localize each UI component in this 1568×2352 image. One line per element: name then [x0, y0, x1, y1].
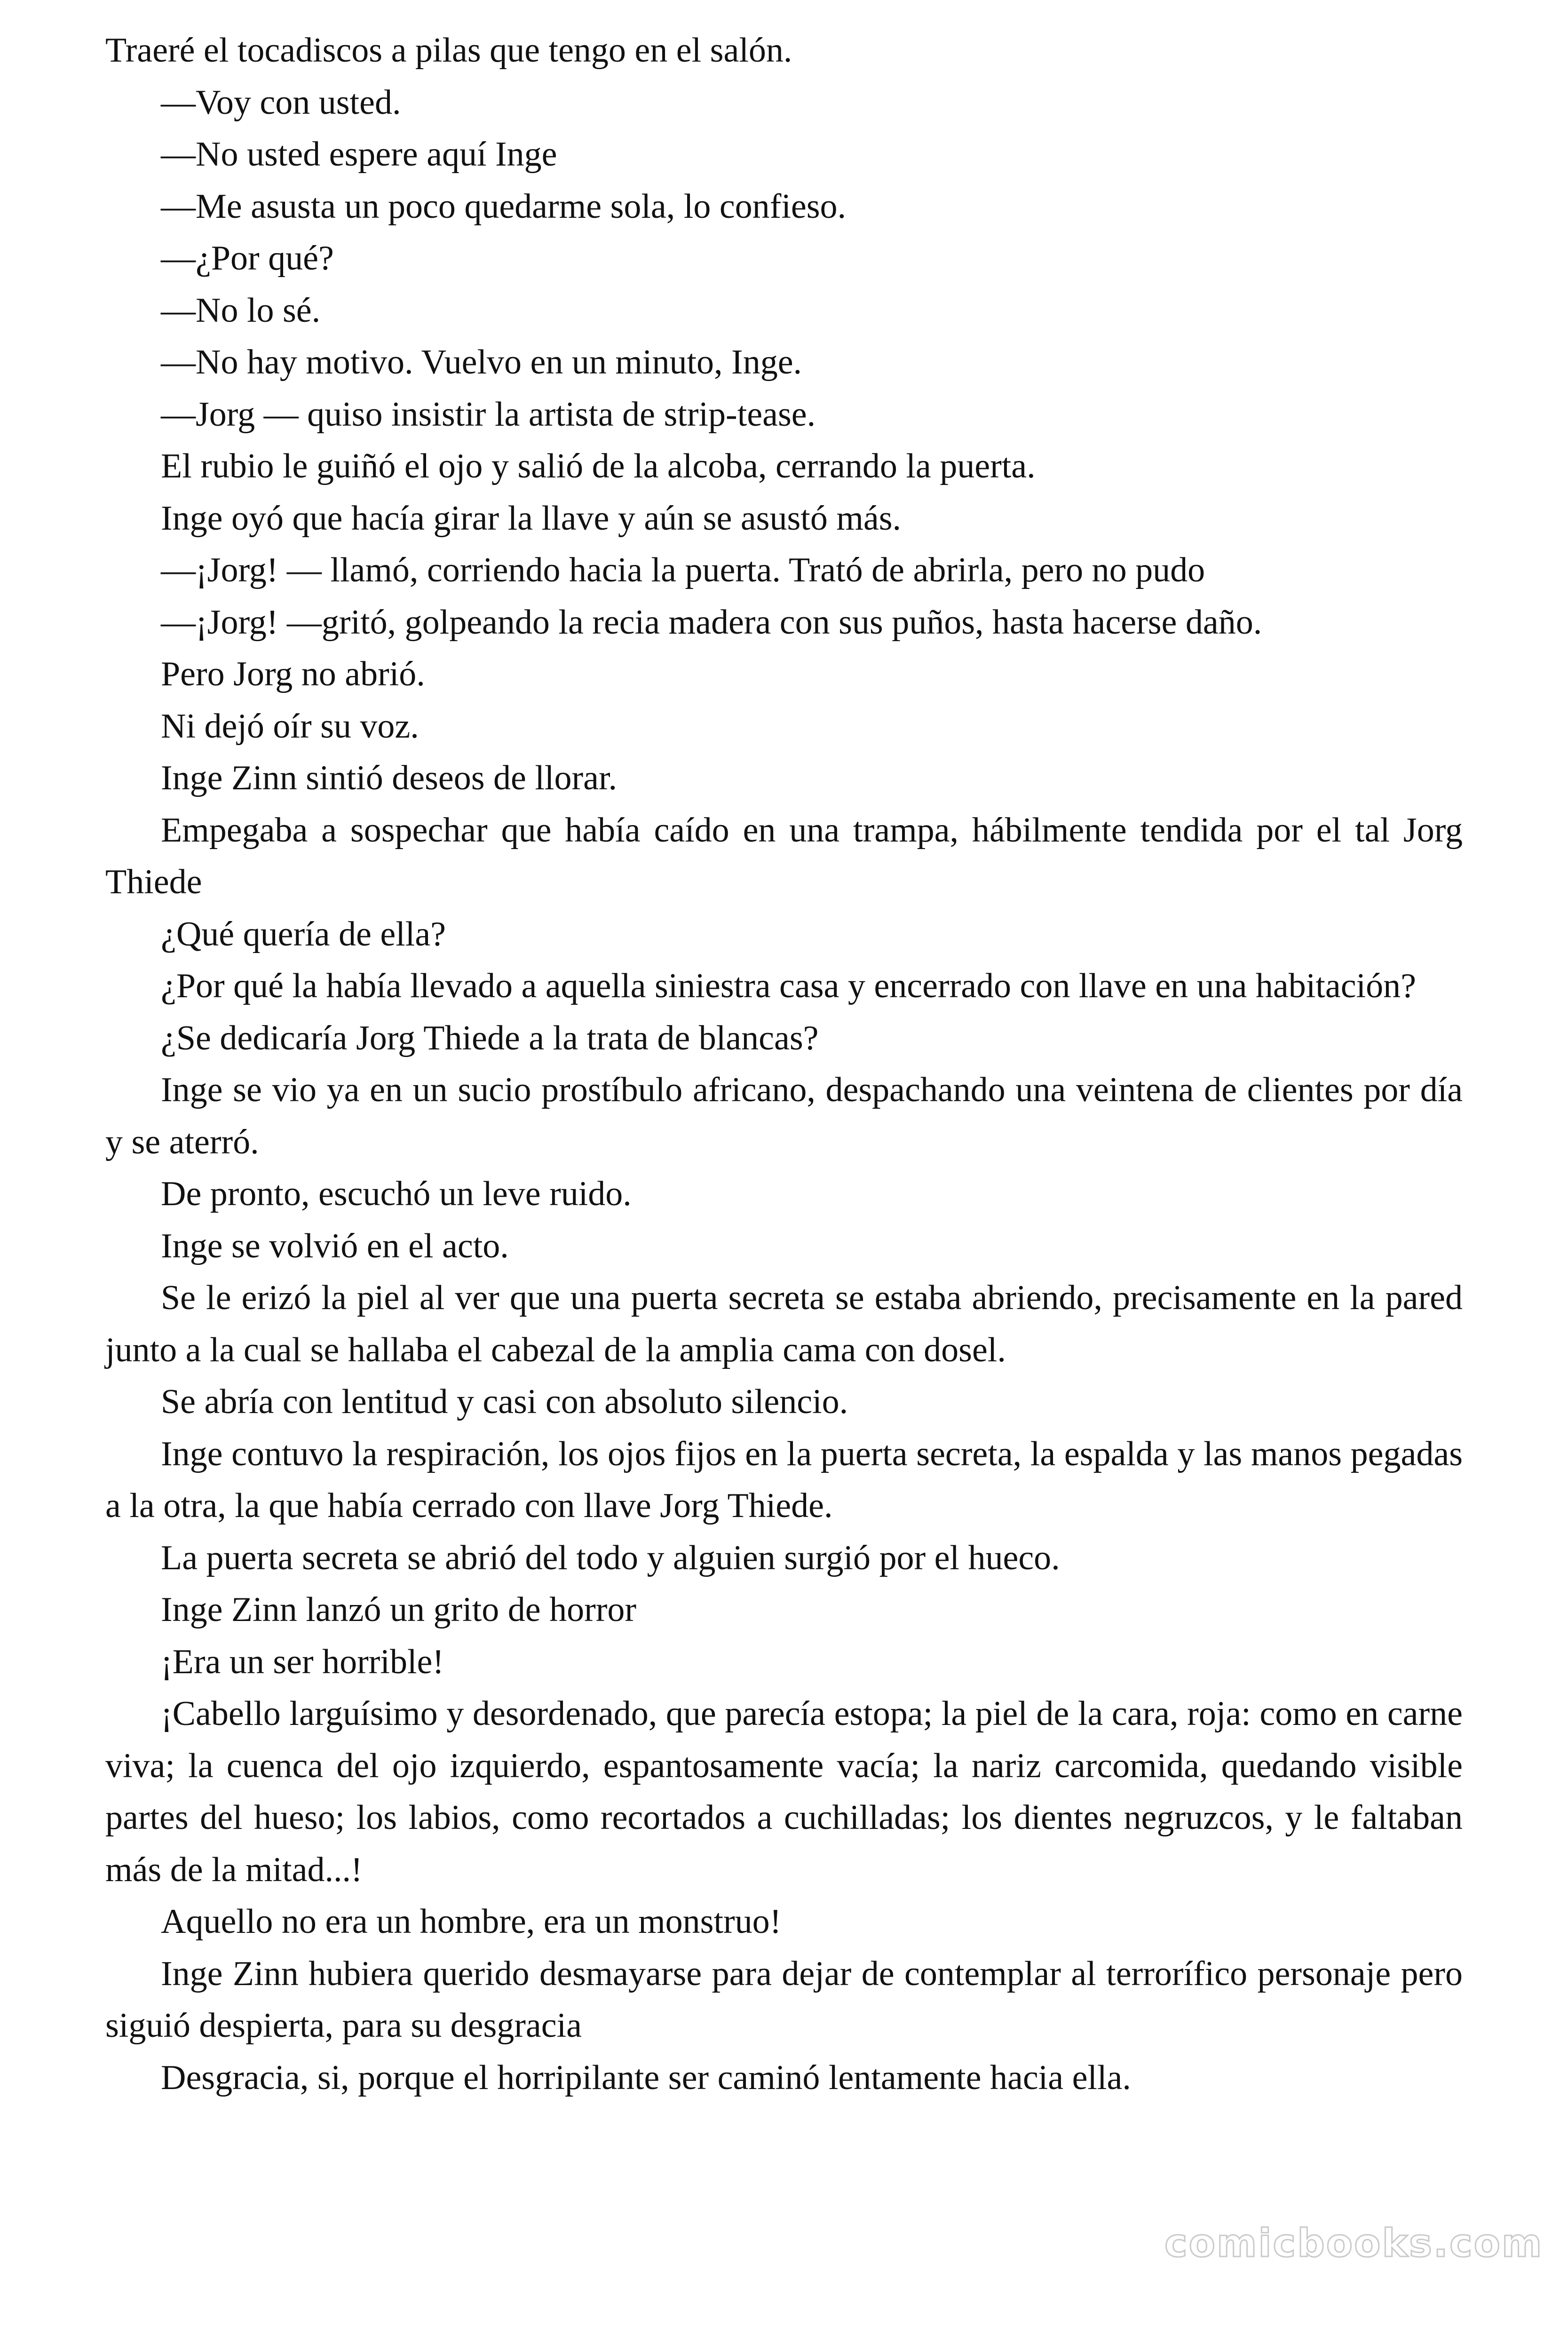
paragraph: —¿Por qué? — [161, 239, 334, 278]
paragraph: Inge Zinn hubiera querido desmayarse para dejar de contemplar al terrorífico personaje pero siguió despierta, para su desgracia — [105, 1954, 1463, 2045]
paragraph: La puerta secreta se abrió del todo y alguien surgió por el hueco. — [161, 1538, 1060, 1577]
paragraph: Inge oyó que hacía girar la llave y aún se asustó más. — [161, 499, 902, 538]
paragraph: —No usted espere aquí Inge — [161, 135, 557, 174]
paragraph: Inge contuvo la respiración, los ojos fijos en la puerta secreta, la espalda y las manos pegadas a la otra, la que había cerrado con llave Jorg Thiede. — [105, 1434, 1463, 1525]
paragraph: Inge se volvió en el acto. — [161, 1226, 509, 1265]
paragraph: El rubio le guiñó el ojo y salió de la alcoba, cerrando la puerta. — [161, 447, 1036, 485]
watermark: comicbooks.com — [1164, 2221, 1544, 2266]
paragraph: ¿Qué quería de ella? — [161, 914, 446, 954]
paragraph: Ni dejó oír su voz. — [161, 707, 419, 746]
paragraph: Se le erizó la piel al ver que una puerta secreta se estaba abriendo, precisamente en la pared junto a la cual se hallaba el cabezal de la amplia cama con dosel. — [105, 1279, 1463, 1369]
paragraph: Se abría con lentitud y casi con absoluto silencio. — [161, 1383, 848, 1421]
paragraph: —Voy con usted. — [161, 83, 401, 122]
paragraph: ¿Por qué la había llevado a aquella siniestra casa y encerrado con llave en una habitación? — [161, 967, 1416, 1005]
paragraph: —¡Jorg! —gritó, golpeando la recia madera con sus puños, hasta hacerse daño. — [161, 603, 1262, 642]
page-text — [105, 24, 1463, 2104]
paragraph: Inge Zinn lanzó un grito de horror — [161, 1590, 637, 1629]
paragraph: —Jorg — quiso insistir la artista de strip-tease. — [161, 395, 816, 434]
paragraph: Pero Jorg no abrió. — [161, 655, 425, 693]
paragraph: Empegaba a sospechar que había caído en una trampa, hábilmente tendida por el tal Jorg Thiede — [105, 810, 1463, 901]
paragraph: ¡Cabello larguísimo y desordenado, que parecía estopa; la piel de la cara, roja: como en carne viva; la cuenca del ojo izquierdo, espantosamente vacía; la nariz carcomida, quedando visible partes del hueso; los labios, como recortados a cuchilladas; los dientes negruzcos, y le faltaban más de la mitad...! — [105, 1694, 1463, 1889]
paragraph: Desgracia, si, porque el horripilante ser caminó lentamente hacia ella. — [161, 2058, 1131, 2097]
paragraph: Inge se vio ya en un sucio prostíbulo africano, despachando una veintena de clientes por día y se aterró. — [105, 1071, 1463, 1161]
paragraph: —No hay motivo. Vuelvo en un minuto, Inge. — [161, 343, 802, 381]
paragraph: Inge Zinn sintió deseos de llorar. — [161, 759, 618, 797]
paragraph: De pronto, escuchó un leve ruido. — [161, 1175, 632, 1213]
paragraph: ¡Era un ser horrible! — [161, 1642, 444, 1681]
paragraph: —¡Jorg! — llamó, corriendo hacia la puerta. Trató de abrirla, pero no pudo — [161, 551, 1205, 589]
paragraph: Aquello no era un hombre, era un monstruo! — [161, 1902, 782, 1941]
paragraph: ¿Se dedicaría Jorg Thiede a la trata de blancas? — [161, 1018, 819, 1057]
paragraph: —No lo sé. — [161, 291, 321, 330]
paragraph: Traeré el tocadiscos a pilas que tengo en el salón. — [105, 31, 792, 70]
paragraph: —Me asusta un poco quedarme sola, lo confieso. — [161, 187, 847, 226]
